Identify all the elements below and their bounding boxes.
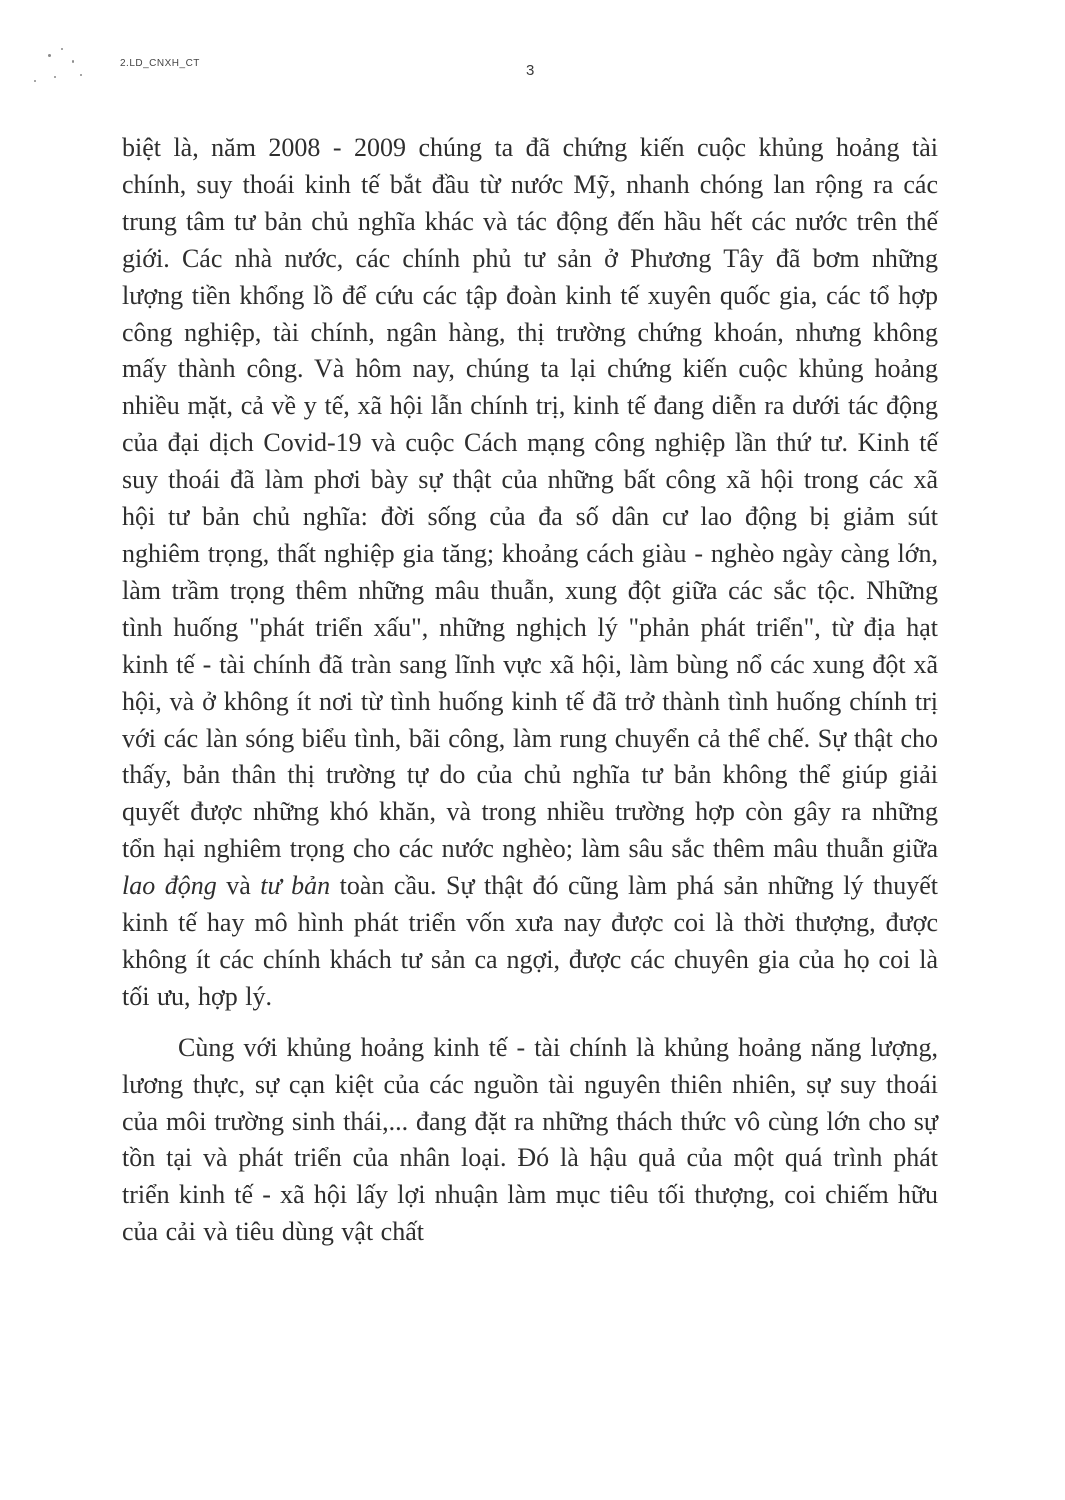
scan-speck	[80, 74, 82, 76]
document-code: 2.LD_CNXH_CT	[120, 58, 200, 69]
paragraph-2	[122, 1030, 938, 1251]
paragraph-2-text: Cùng với khủng hoảng kinh tế - tài chính là khủng hoảng năng lượng, lương thực, sự cạn kiệt của các nguồn tài nguyên thiên nhiên, sự suy thoái của môi trường sinh thái,... đang đặt ra những thách thức vô cùng lớn cho sự tồn tại và phát triển của nhân loại. Đó là hậu quả của một quá trình phát triển kinh tế - xã hội lấy lợi nhuận làm mục tiêu tối thượng, coi chiếm hữu của cải và tiêu dùng vật chất	[122, 1032, 938, 1247]
paragraph-1	[122, 130, 938, 1016]
scan-specks	[28, 40, 98, 110]
paragraph-1-text-b: và	[216, 871, 261, 901]
page-number: 3	[526, 62, 535, 79]
scan-speck	[72, 60, 74, 63]
scan-speck	[34, 80, 36, 82]
emphasis-lao-dong: lao động	[122, 871, 217, 901]
body-text	[122, 130, 938, 1251]
paragraph-1-text-c: toàn cầu. Sự thật đó cũng làm phá sản những lý thuyết kinh tế hay mô hình phát triển vốn xưa nay được coi là thời thượng, được không ít các chính khách tư sản ca ngợi, được các chuyên gia của họ coi là tối ưu, hợp lý.	[122, 871, 938, 1011]
emphasis-tu-ban: tư bản	[260, 871, 331, 901]
scan-speck	[48, 54, 51, 57]
paragraph-1-text-a: biệt là, năm 2008 - 2009 chúng ta đã chứng kiến cuộc khủng hoảng tài chính, suy thoái kinh tế bắt đầu từ nước Mỹ, nhanh chóng lan rộng ra các trung tâm tư bản chủ nghĩa khác và tác động đến hầu hết các nước trên thế giới. Các nhà nước, các chính phủ tư sản ở Phương Tây đã bơm những lượng tiền khổng lồ để cứu các tập đoàn kinh tế xuyên quốc gia, các tổ hợp công nghiệp, tài chính, ngân hàng, thị trường chứng khoán, nhưng không mấy thành công. Và hôm nay, chúng ta lại chứng kiến cuộc khủng hoảng nhiều mặt, cả về y tế, xã hội lẫn chính trị, kinh tế đang diễn ra dưới tác động của đại dịch Covid-19 và cuộc Cách mạng công nghiệp lần thứ tư. Kinh tế suy thoái đã làm phơi bày sự thật của những bất công xã hội trong các xã hội tư bản chủ nghĩa: đời sống của đa số dân cư lao động bị giảm sút nghiêm trọng, thất nghiệp gia tăng; khoảng cách giàu - nghèo ngày càng lớn, làm trầm trọng thêm những mâu thuẫn, xung đột giữa các sắc tộc. Những tình huống "phát triển xấu", những nghịch lý "phản phát triển", từ địa hạt kinh tế - tài chính đã tràn sang lĩnh vực xã hội, làm bùng nổ các xung đột xã hội, và ở không ít nơi từ tình huống kinh tế đã trở thành tình huống chính trị với các làn sóng biểu tình, bãi công, làm rung chuyển cả thể chế. Sự thật cho thấy, bản thân thị trường tự do của chủ nghĩa tư bản không thể giúp giải quyết được những khó khăn, và trong nhiều trường hợp còn gây ra những tổn hại nghiêm trọng cho các nước nghèo; làm sâu sắc thêm mâu thuẫn giữa	[122, 133, 938, 864]
scan-speck	[54, 76, 56, 78]
scan-speck	[61, 48, 63, 50]
